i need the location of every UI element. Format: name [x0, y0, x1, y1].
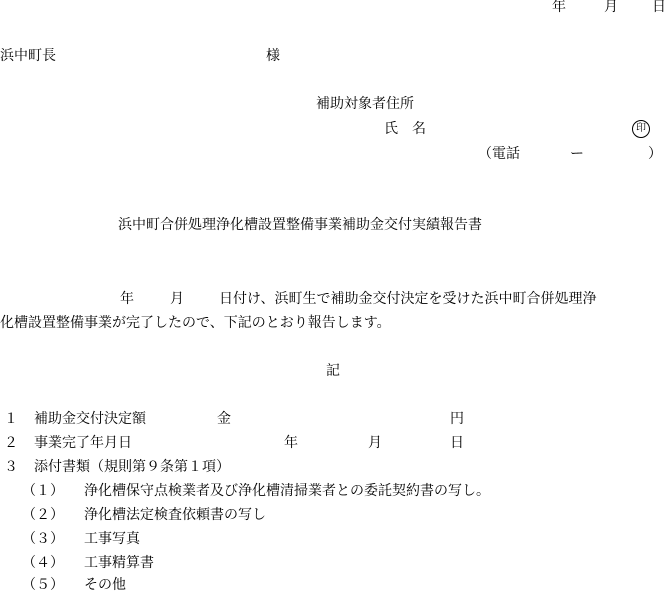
attachment-3-number: （３）	[22, 531, 64, 547]
body-line1: 日付け、浜町生で補助金交付決定を受けた浜中町合併処理浄	[219, 291, 597, 307]
item1-kin: 金	[217, 411, 231, 427]
attachment-2-text: 浄化槽法定検査依頼書の写し	[84, 507, 266, 523]
addressee-honorific: 様	[266, 48, 280, 64]
item2-label: 事業完了年月日	[34, 435, 132, 451]
item3-label: 添付書類（規則第９条第１項）	[34, 459, 230, 475]
item1-yen: 円	[450, 411, 464, 427]
attachment-5-number: （５）	[22, 577, 64, 593]
phone-close: ）	[648, 146, 662, 162]
seal-mark: 印	[632, 120, 650, 138]
date-month: 月	[604, 0, 618, 15]
item3-number: ３	[4, 459, 18, 475]
attachment-4-number: （４）	[22, 555, 64, 571]
attachment-1-text: 浄化槽保守点検業者及び浄化槽清掃業者との委託契約書の写し。	[84, 483, 490, 499]
item2-day: 日	[450, 435, 464, 451]
addressee-name: 浜中町長	[0, 48, 56, 64]
item2-year: 年	[284, 435, 298, 451]
attachment-4-text: 工事精算書	[84, 555, 154, 571]
attachment-1-number: （１）	[22, 483, 64, 499]
date-day: 日	[652, 0, 666, 15]
item2-month: 月	[368, 435, 382, 451]
attachment-5-text: その他	[84, 577, 126, 593]
body-line2: 化槽設置整備事業が完了したので、下記のとおり報告します。	[0, 315, 391, 331]
document-title: 浜中町合併処理浄化槽設置整備事業補助金交付実績報告書	[118, 217, 482, 233]
attachment-3-text: 工事写真	[84, 531, 140, 547]
applicant-address-label: 補助対象者住所	[316, 96, 414, 112]
body-year: 年	[120, 291, 134, 307]
phone-open: （電話	[478, 146, 520, 162]
date-year: 年	[552, 0, 566, 15]
body-month: 月	[170, 291, 184, 307]
applicant-name-label: 氏 名	[384, 121, 426, 137]
item2-number: ２	[4, 435, 18, 451]
attachment-2-number: （２）	[22, 507, 64, 523]
ki-heading: 記	[326, 363, 340, 379]
item1-label: 補助金交付決定額	[34, 411, 146, 427]
item1-number: １	[4, 411, 18, 427]
phone-dash: ー	[570, 146, 584, 162]
